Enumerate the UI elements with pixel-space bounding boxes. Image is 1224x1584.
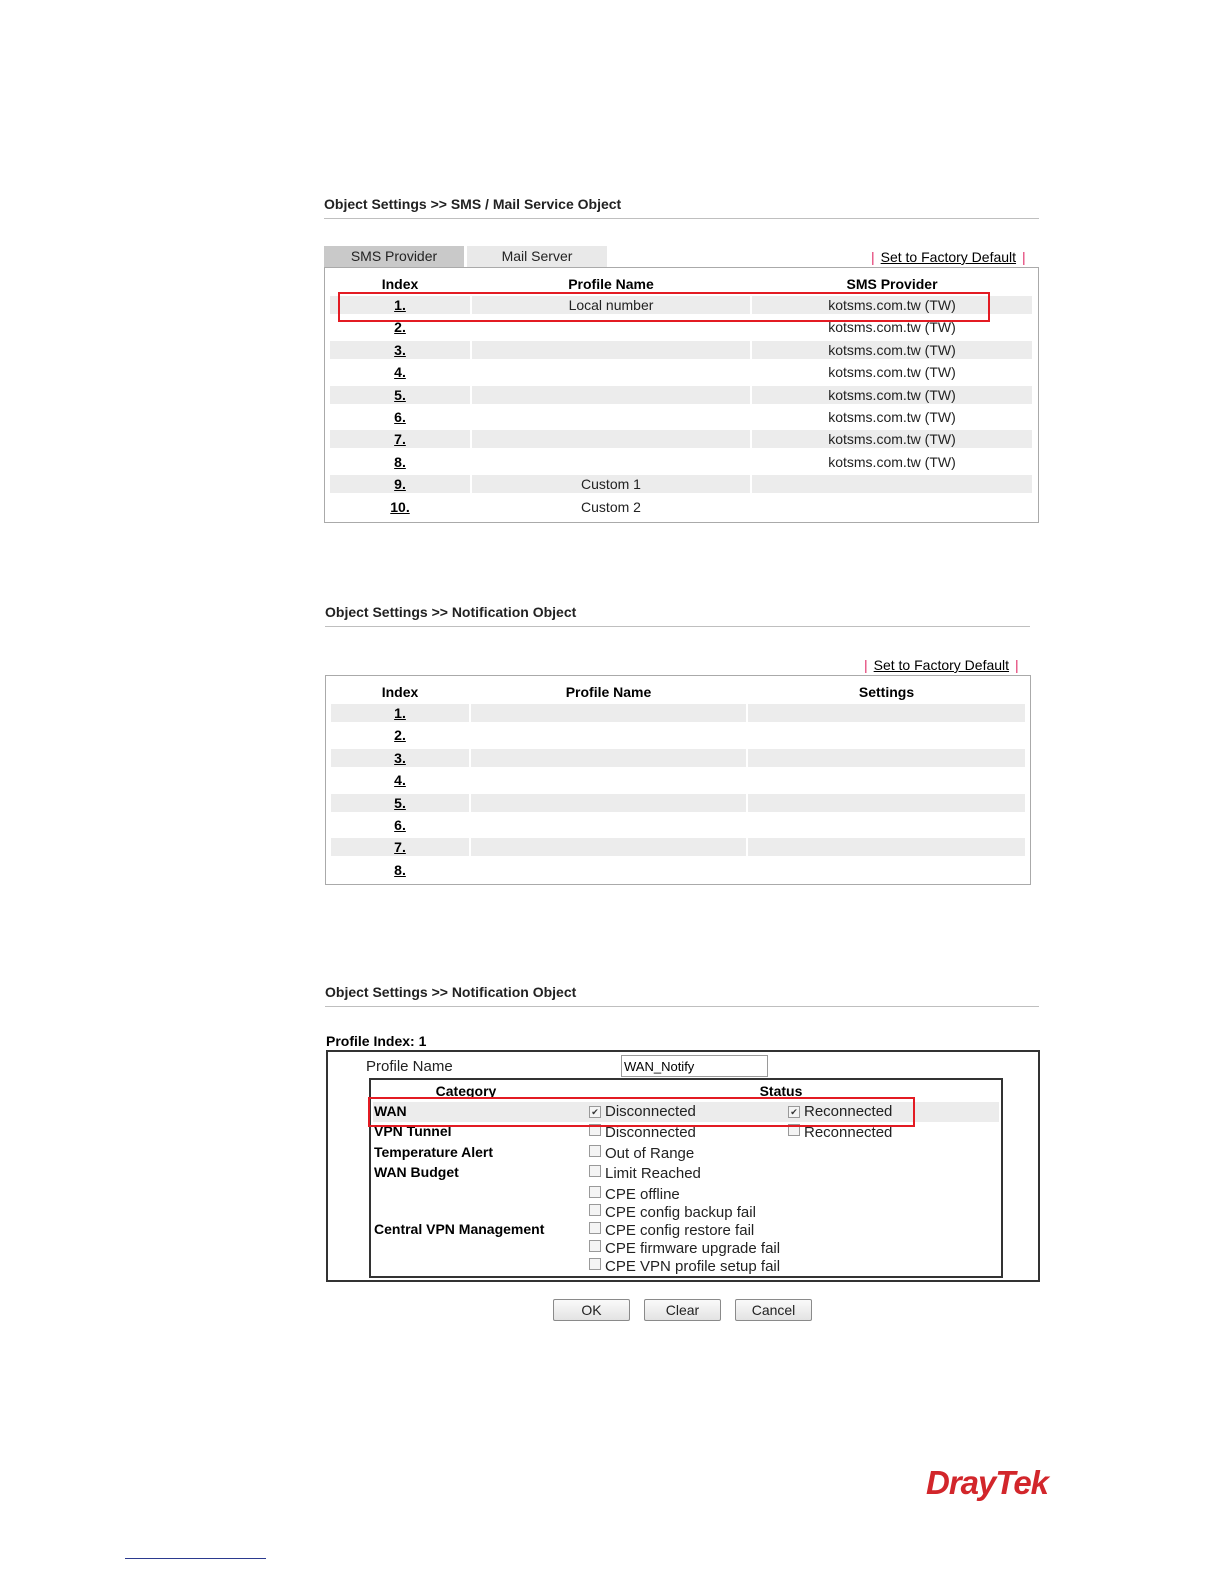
- checkbox-unchecked-icon[interactable]: [589, 1258, 601, 1270]
- row-index-link[interactable]: 4.: [394, 772, 406, 789]
- row-sms-provider: kotsms.com.tw (TW): [828, 453, 956, 470]
- notify-factory-default: | Set to Factory Default |: [864, 657, 1019, 673]
- row-profile-name: [472, 430, 750, 448]
- checkbox-label: Reconnected: [804, 1124, 893, 1141]
- row-sms-provider: kotsms.com.tw (TW): [752, 386, 1032, 404]
- row-index-link[interactable]: 8.: [394, 861, 406, 878]
- checkbox-unchecked-icon[interactable]: [589, 1240, 601, 1252]
- row-profile-name: Custom 1: [472, 475, 750, 493]
- row-index-cell: [331, 704, 469, 722]
- row-index-cell: [330, 386, 470, 404]
- row-index-cell: [330, 363, 470, 381]
- clear-button[interactable]: Clear: [644, 1299, 721, 1321]
- table-row: [330, 363, 1033, 381]
- checkbox-label: Out of Range: [605, 1145, 695, 1162]
- row-index-cell: [331, 816, 469, 834]
- vpn-disconnected-checkbox[interactable]: [589, 1124, 696, 1141]
- row-index-cell: [330, 408, 470, 426]
- table-row: [330, 453, 1033, 471]
- row-profile-name: [472, 408, 750, 426]
- category-header: Category: [435, 1083, 497, 1099]
- row-profile-name: Local number: [472, 296, 750, 314]
- row-sms-provider: [752, 475, 1032, 493]
- row-index-cell: [331, 794, 469, 812]
- checkbox-label: Disconnected: [605, 1103, 696, 1120]
- row-profile-name: Custom 2: [581, 498, 641, 515]
- row-index-cell: [331, 771, 469, 789]
- sms-divider: [324, 218, 1039, 219]
- cancel-button[interactable]: Cancel: [735, 1299, 812, 1321]
- checkbox-label: CPE config backup fail: [605, 1204, 756, 1221]
- row-sms-provider: kotsms.com.tw (TW): [828, 319, 956, 336]
- row-profile-name: [471, 726, 746, 744]
- tab-mail-server[interactable]: Mail Server: [467, 246, 607, 267]
- row-index-link[interactable]: 1.: [394, 705, 406, 721]
- cpe-firmware-upgrade-fail-checkbox[interactable]: [589, 1240, 780, 1257]
- row-index-cell: [330, 318, 470, 336]
- row-index-link[interactable]: 6.: [394, 817, 406, 833]
- row-index-link[interactable]: 3.: [394, 749, 406, 766]
- row-profile-name: [471, 771, 746, 789]
- checkbox-checked-icon[interactable]: ✔: [589, 1106, 601, 1118]
- row-profile-name: [472, 363, 750, 381]
- checkbox-label: CPE offline: [605, 1186, 680, 1203]
- category-wan-budget: WAN Budget: [374, 1164, 459, 1180]
- table-row: [330, 296, 1033, 314]
- ok-button[interactable]: OK: [553, 1299, 630, 1321]
- sms-factory-default-link[interactable]: Set to Factory Default: [880, 249, 1017, 265]
- profile-index-label: Profile Index: 1: [326, 1033, 427, 1049]
- row-index-cell: [330, 475, 470, 493]
- notify-edit-breadcrumb: Object Settings >> Notification Object: [325, 984, 577, 1000]
- row-sms-provider: kotsms.com.tw (TW): [752, 296, 1032, 314]
- checkbox-label: Reconnected: [804, 1103, 893, 1120]
- col-index: Index: [381, 684, 419, 700]
- cpe-offline-checkbox[interactable]: [589, 1186, 680, 1203]
- notify-list-breadcrumb: Object Settings >> Notification Object: [325, 604, 577, 620]
- row-settings: [748, 726, 1025, 744]
- col-profile-name: Profile Name: [568, 276, 654, 292]
- table-row: [330, 318, 1033, 336]
- notify-list-divider: [325, 626, 1030, 627]
- row-index-link[interactable]: 10.: [390, 498, 410, 515]
- row-profile-name: [471, 794, 746, 812]
- cpe-vpn-profile-setup-fail-checkbox[interactable]: [589, 1258, 780, 1275]
- category-status-table: [369, 1078, 1003, 1278]
- checkbox-label: CPE VPN profile setup fail: [605, 1258, 781, 1275]
- checkbox-unchecked-icon[interactable]: [589, 1165, 601, 1177]
- row-index-cell: [330, 430, 470, 448]
- cpe-config-restore-fail-checkbox[interactable]: [589, 1222, 754, 1239]
- notification-edit-panel: [326, 1050, 1040, 1282]
- table-row: [330, 475, 1033, 493]
- row-profile-name: [472, 318, 750, 336]
- cpe-config-backup-fail-checkbox[interactable]: [589, 1204, 756, 1221]
- draytek-logo: DrayTek: [926, 1464, 1049, 1501]
- table-row: [330, 386, 1033, 404]
- sms-breadcrumb: Object Settings >> SMS / Mail Service Object: [324, 196, 622, 212]
- row-index-link[interactable]: 2.: [394, 319, 406, 336]
- row-index-link[interactable]: 2.: [394, 727, 406, 744]
- row-sms-provider: kotsms.com.tw (TW): [828, 409, 956, 425]
- table-row: [330, 498, 1033, 516]
- row-settings: [748, 838, 1025, 856]
- notification-object-table: [325, 675, 1031, 885]
- row-index-link[interactable]: 7.: [394, 839, 406, 856]
- table-row: [331, 816, 1025, 834]
- row-profile-name: [471, 704, 746, 722]
- wan-budget-limit-checkbox[interactable]: [589, 1165, 701, 1182]
- table-row: [331, 771, 1025, 789]
- notify-factory-default-link[interactable]: Set to Factory Default: [873, 657, 1010, 673]
- row-index-link[interactable]: 5.: [394, 794, 406, 811]
- footer-line: [125, 1558, 266, 1559]
- row-index-link[interactable]: 9.: [394, 476, 406, 493]
- row-index-cell: [331, 861, 469, 879]
- row-sms-provider: kotsms.com.tw (TW): [752, 430, 1032, 448]
- row-sms-provider: kotsms.com.tw (TW): [828, 364, 956, 381]
- checkbox-unchecked-icon[interactable]: [589, 1204, 601, 1216]
- col-index: Index: [381, 276, 419, 292]
- status-header: Status: [759, 1083, 803, 1099]
- checkbox-unchecked-icon[interactable]: [589, 1186, 601, 1198]
- row-index-link[interactable]: 6.: [394, 409, 406, 425]
- profile-name-label: Profile Name: [366, 1058, 453, 1075]
- row-index-cell: [331, 726, 469, 744]
- table-row: [331, 861, 1025, 879]
- checkbox-unchecked-icon[interactable]: [589, 1124, 601, 1136]
- row-profile-name: [471, 816, 746, 834]
- row-sms-provider: [752, 498, 1032, 516]
- row-index-link[interactable]: 8.: [394, 453, 406, 470]
- col-sms-provider: SMS Provider: [846, 276, 938, 292]
- checkbox-label: Limit Reached: [605, 1165, 701, 1182]
- row-settings: [748, 704, 1025, 722]
- category-temperature-alert: Temperature Alert: [374, 1144, 494, 1160]
- row-index-cell: [330, 341, 470, 359]
- notify-edit-divider: [325, 1006, 1039, 1007]
- col-settings: Settings: [858, 684, 915, 700]
- checkbox-unchecked-icon[interactable]: [589, 1145, 601, 1157]
- category-wan: WAN: [374, 1103, 407, 1119]
- checkbox-label: CPE config restore fail: [605, 1222, 755, 1239]
- row-index-cell: [330, 498, 470, 516]
- row-index-link[interactable]: 5.: [394, 386, 406, 403]
- checkbox-unchecked-icon[interactable]: [589, 1222, 601, 1234]
- sms-factory-default: | Set to Factory Default |: [871, 249, 1026, 265]
- wan-disconnected-checkbox[interactable]: [589, 1103, 696, 1120]
- table-row: [331, 704, 1025, 722]
- category-vpn-tunnel: VPN Tunnel: [374, 1123, 452, 1139]
- row-index-cell: [331, 749, 469, 767]
- checkbox-checked-icon[interactable]: ✔: [788, 1106, 800, 1118]
- table-row: [330, 408, 1033, 426]
- category-central-vpn-management: Central VPN Management: [374, 1221, 545, 1237]
- row-profile-name: [472, 341, 750, 359]
- table-row: [331, 794, 1025, 812]
- row-index-link[interactable]: 1.: [394, 297, 406, 313]
- row-index-cell: [330, 453, 470, 471]
- row-profile-name: [472, 453, 750, 471]
- row-profile-name: [471, 861, 746, 879]
- table-row: [331, 749, 1025, 767]
- table-row: [330, 341, 1033, 359]
- row-settings: [748, 749, 1025, 767]
- row-settings: [748, 861, 1025, 879]
- row-settings: [748, 771, 1025, 789]
- row-profile-name: [471, 749, 746, 767]
- row-index-cell: [331, 838, 469, 856]
- col-profile-name: Profile Name: [565, 684, 652, 700]
- row-settings: [748, 794, 1025, 812]
- row-sms-provider: kotsms.com.tw (TW): [752, 341, 1032, 359]
- sms-provider-table: [324, 267, 1039, 523]
- row-settings: [748, 816, 1025, 834]
- checkbox-label: Disconnected: [605, 1124, 696, 1141]
- table-row: [330, 430, 1033, 448]
- row-index-link[interactable]: 7.: [394, 431, 406, 448]
- wan-reconnected-checkbox[interactable]: [788, 1103, 892, 1120]
- profile-name-input[interactable]: [621, 1055, 768, 1077]
- row-profile-name: [471, 838, 746, 856]
- row-index-link[interactable]: 3.: [394, 341, 406, 358]
- tab-sms-provider[interactable]: SMS Provider: [324, 246, 464, 267]
- table-row: [331, 838, 1025, 856]
- checkbox-label: CPE firmware upgrade fail: [605, 1240, 781, 1257]
- row-index-cell: [330, 296, 470, 314]
- table-row: [331, 726, 1025, 744]
- row-index-link[interactable]: 4.: [394, 364, 406, 381]
- row-profile-name: [472, 386, 750, 404]
- temp-out-of-range-checkbox[interactable]: [589, 1145, 694, 1162]
- vpn-reconnected-checkbox[interactable]: [788, 1124, 892, 1141]
- checkbox-unchecked-icon[interactable]: [788, 1124, 800, 1136]
